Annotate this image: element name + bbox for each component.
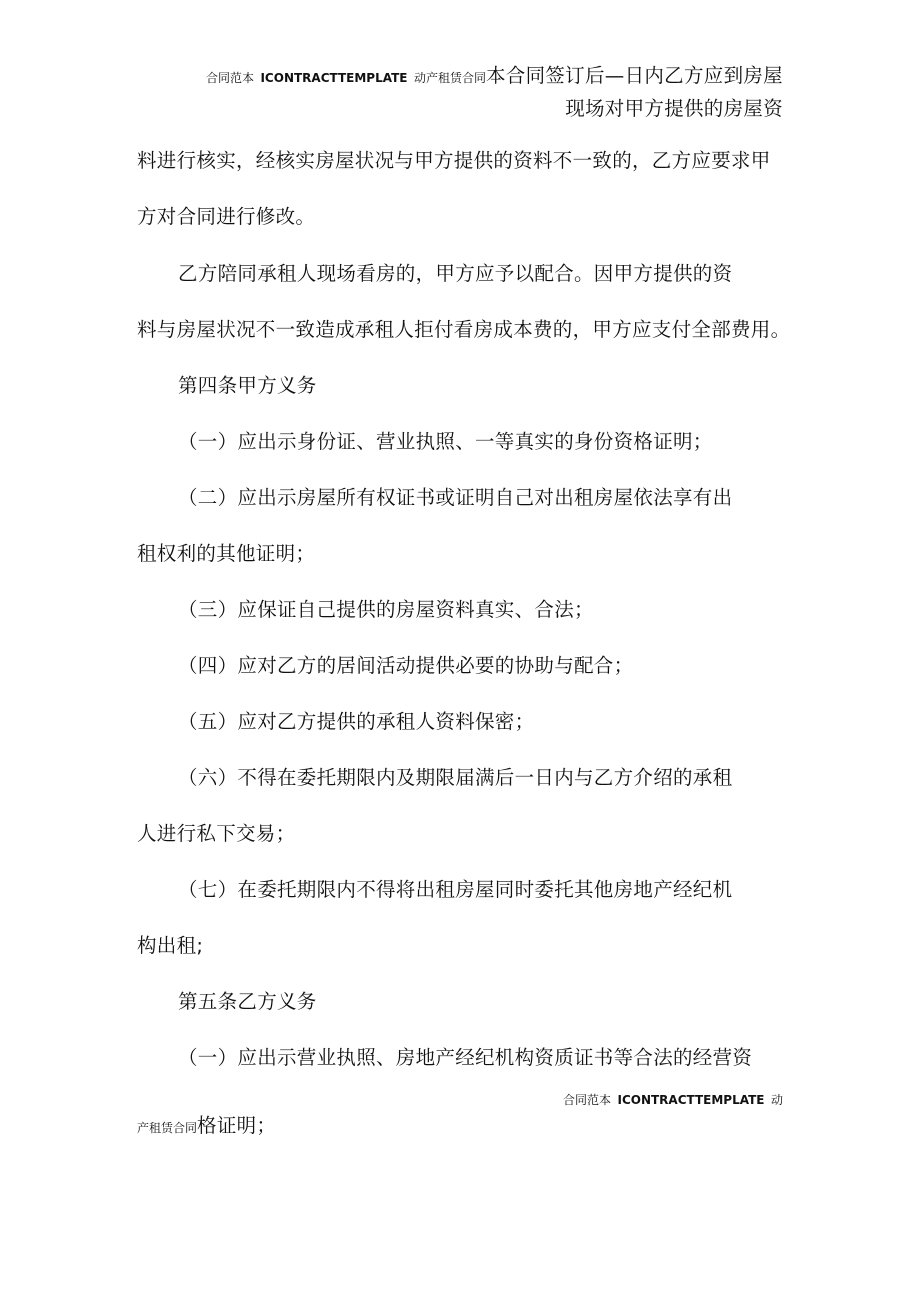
section-heading: 第四条甲方义务 [178, 374, 317, 397]
header-line1-text: 本合同签订后—日内乙方应到房屋 [485, 64, 783, 87]
footer-line [563, 1084, 783, 1114]
header-tag: ICONTRACTTEMPLATE [260, 71, 408, 85]
body-line: 租权利的其他证明； [137, 542, 316, 565]
clause-item: （二）应出示房屋所有权证书或证明自己对出租房屋依法享有出 [178, 486, 733, 509]
footer-suffix-continued: 产租赁合同 [137, 1121, 198, 1135]
header-suffix: 动产租赁合同 [413, 71, 486, 85]
clause-item: （一）应出示身份证、营业执照、一等真实的身份资格证明； [178, 430, 713, 453]
body-line: 人进行私下交易； [137, 822, 296, 845]
clause-item: （七）在委托期限内不得将出租房屋同时委托其他房地产经纪机 [178, 878, 733, 901]
header-prefix: 合同范本 [205, 71, 254, 85]
clause-item: （四）应对乙方的居间活动提供必要的协助与配合； [178, 654, 634, 677]
body-line: 料与房屋状况不一致造成承租人拒付看房成本费的，甲方应支付全部费用。 [137, 318, 791, 341]
header-line-2 [565, 95, 783, 123]
clause-item: （六）不得在委托期限内及期限届满后一日内与乙方介绍的承租 [178, 766, 733, 789]
clause-item: （一）应出示营业执照、房地产经纪机构资质证书等合法的经营资 [178, 1046, 753, 1069]
footer-prefix: 合同范本 [562, 1093, 611, 1107]
body-line: 乙方陪同承租人现场看房的，甲方应予以配合。因甲方提供的资 [178, 262, 733, 285]
clause-item: （五）应对乙方提供的承租人资料保密； [178, 710, 535, 733]
section-heading: 第五条乙方义务 [178, 990, 317, 1013]
body-line: 方对合同进行修改。 [137, 205, 316, 228]
continuation-text: 格证明； [197, 1114, 277, 1137]
footer-suffix: 动 [770, 1093, 783, 1107]
header-line2-text: 现场对甲方提供的房屋资 [565, 97, 783, 120]
body-line: 构出租; [137, 934, 204, 957]
footer-tag: ICONTRACTTEMPLATE [617, 1093, 765, 1107]
header-line [206, 62, 783, 92]
continuation-line [137, 1112, 276, 1142]
clause-item: （三）应保证自己提供的房屋资料真实、合法； [178, 598, 594, 621]
body-line: 料进行核实，经核实房屋状况与甲方提供的资料不一致的，乙方应要求甲 [137, 149, 771, 172]
